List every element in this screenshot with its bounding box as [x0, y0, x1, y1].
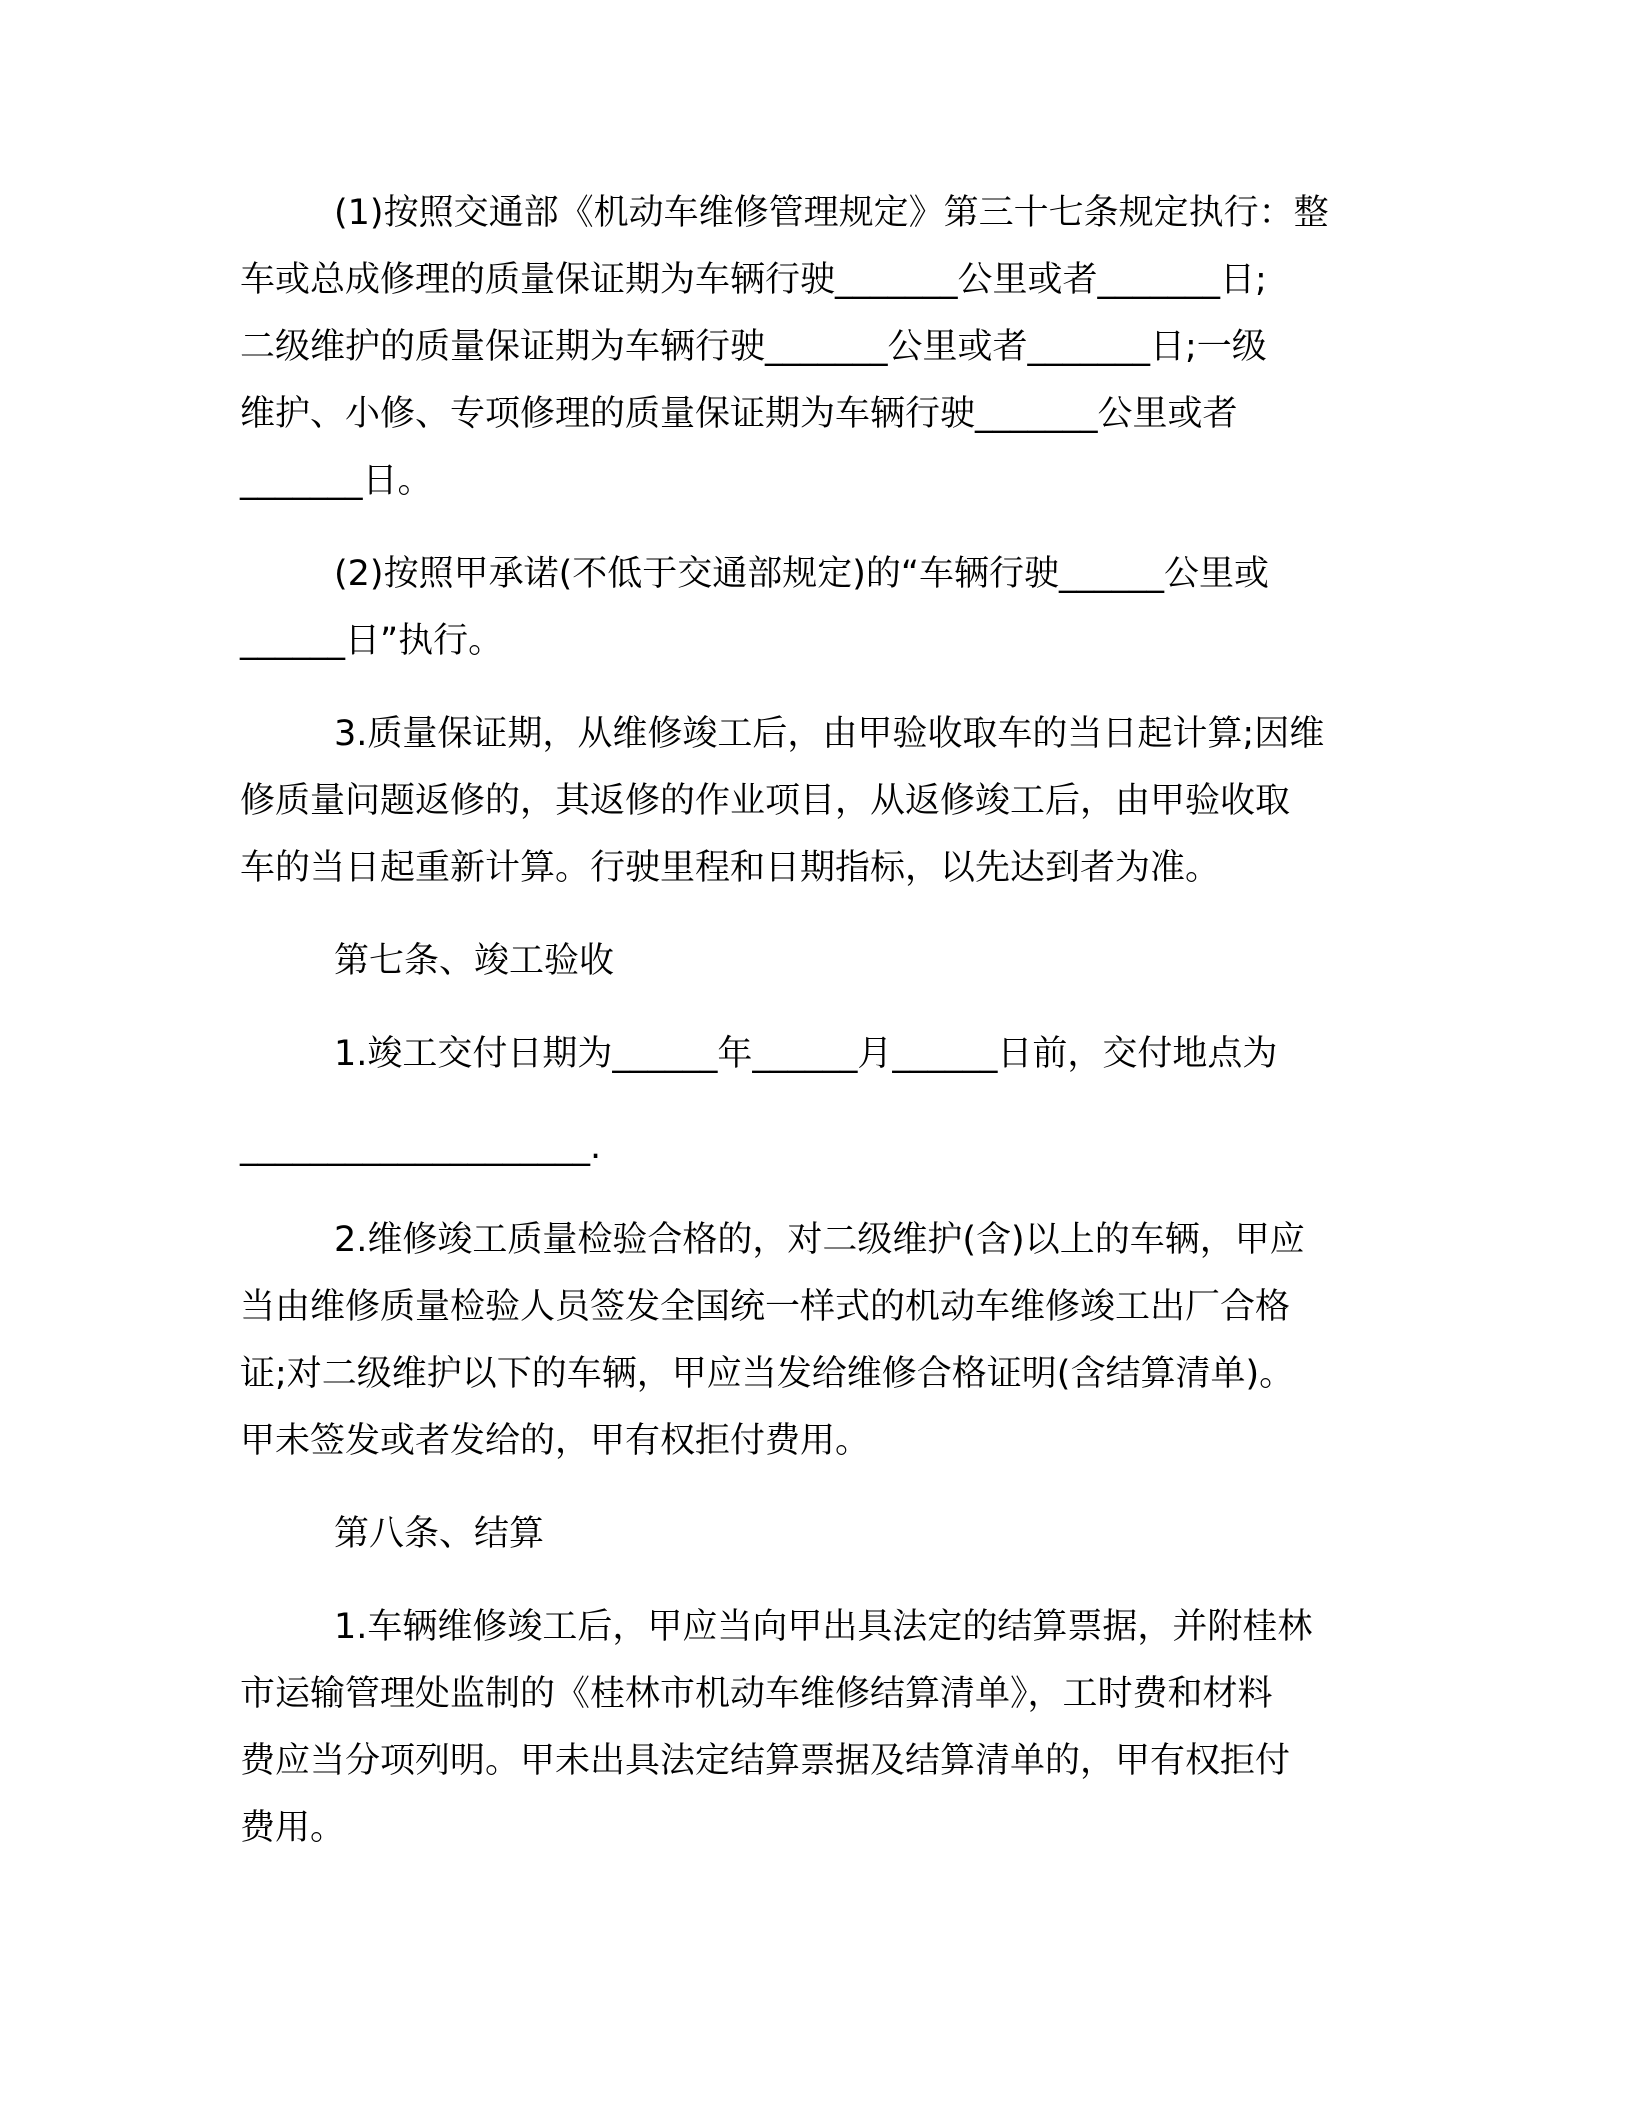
- paragraph-line: ____________________.: [240, 1127, 602, 1167]
- paragraph-line: 车或总成修理的质量保证期为车辆行驶_______公里或者_______日;: [240, 260, 1267, 300]
- paragraph-line: 3.质量保证期，从维修竣工后，由甲验收取车的当日起计算;因维: [334, 714, 1325, 754]
- paragraph-line: 2.维修竣工质量检验合格的，对二级维护(含)以上的车辆，甲应: [334, 1220, 1305, 1260]
- paragraph-line: 费应当分项列明。甲未出具法定结算票据及结算清单的，甲有权拒付: [240, 1741, 1291, 1781]
- paragraph-settlement: [240, 1594, 1400, 1862]
- paragraph-line: _______日。: [240, 461, 433, 501]
- paragraph-line: 费用。: [240, 1808, 346, 1848]
- paragraph-line: 甲未签发或者发给的，甲有权拒付费用。: [240, 1421, 871, 1461]
- paragraph-warranty-period-1: [240, 180, 1400, 515]
- section-heading: 第八条、结算: [334, 1514, 545, 1554]
- paragraph-warranty-period-2: [240, 541, 1400, 675]
- heading-article-7: [240, 928, 1400, 995]
- paragraph-warranty-start: [240, 701, 1400, 902]
- paragraph-line: 市运输管理处监制的《桂林市机动车维修结算清单》，工时费和材料: [240, 1674, 1273, 1714]
- paragraph-delivery-date: [240, 1021, 1400, 1088]
- paragraph-delivery-place-blank: [240, 1114, 1400, 1181]
- paragraph-line: 1.车辆维修竣工后，甲应当向甲出具法定的结算票据，并附桂林: [334, 1607, 1313, 1647]
- paragraph-line: (2)按照甲承诺(不低于交通部规定)的“车辆行驶______公里或: [334, 554, 1270, 594]
- paragraph-line: 二级维护的质量保证期为车辆行驶_______公里或者_______日;一级: [240, 327, 1267, 367]
- heading-article-8: [240, 1501, 1400, 1568]
- paragraph-completion-certificate: [240, 1207, 1400, 1475]
- paragraph-line: ______日”执行。: [240, 621, 504, 661]
- paragraph-line: 维护、小修、专项修理的质量保证期为车辆行驶_______公里或者: [240, 394, 1238, 434]
- paragraph-line: 车的当日起重新计算。行驶里程和日期指标，以先达到者为准。: [240, 848, 1221, 888]
- paragraph-line: 修质量问题返修的，其返修的作业项目，从返修竣工后，由甲验收取: [240, 781, 1291, 821]
- paragraph-line: (1)按照交通部《机动车维修管理规定》第三十七条规定执行：整: [334, 193, 1329, 233]
- paragraph-line: 1.竣工交付日期为______年______月______日前，交付地点为: [334, 1034, 1278, 1074]
- document-page: [240, 180, 1400, 1888]
- paragraph-line: 当由维修质量检验人员签发全国统一样式的机动车维修竣工出厂合格: [240, 1287, 1291, 1327]
- section-heading: 第七条、竣工验收: [334, 941, 615, 981]
- paragraph-line: 证;对二级维护以下的车辆，甲应当发给维修合格证明(含结算清单)。: [240, 1354, 1295, 1394]
